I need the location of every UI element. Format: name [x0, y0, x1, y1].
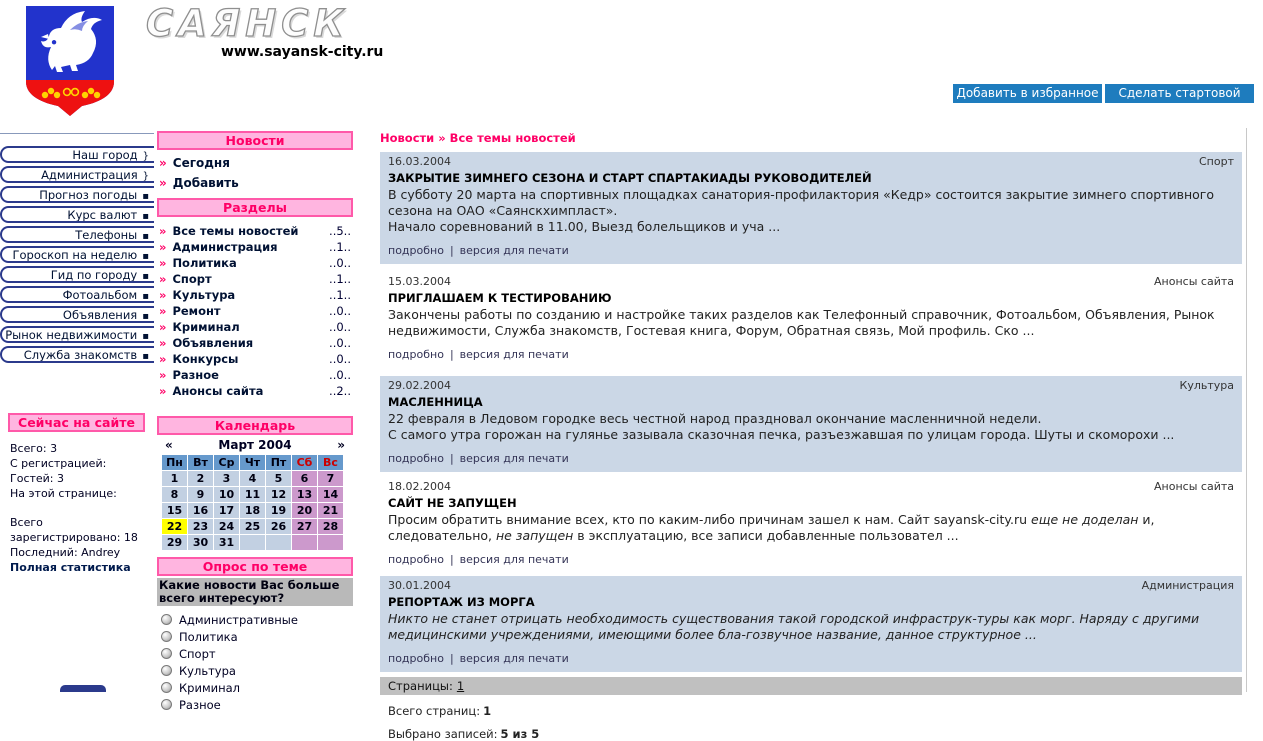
radio-icon[interactable]: [161, 682, 172, 693]
calendar-day[interactable]: 25: [240, 519, 265, 534]
section-repair[interactable]: » Ремонт ..0..: [159, 304, 351, 318]
radio-icon[interactable]: [161, 614, 172, 625]
news-item: 18.02.2004 Анонсы сайта САЙТ НЕ ЗАПУЩЕН Просим обратить внимание всех, кто по каким-либо причинам зашел к нам. Сайт sayansk-city.ru еще не доделан и, следовательно, не запущен в эксплуатацию, все записи добавленные пользовател ... подробно | версия для печати: [388, 480, 1234, 566]
calendar-grid: [161, 454, 344, 551]
news-body: Начало соревнований в 11.00, Выезд болельщиков и уча ...: [388, 219, 781, 234]
detail-link[interactable]: подробно: [388, 348, 444, 361]
bullet-icon: ▪: [142, 211, 149, 222]
news-date: 15.03.2004: [388, 275, 451, 288]
news-title[interactable]: МАСЛЕННИЦА: [388, 395, 483, 409]
news-title[interactable]: ПРИГЛАШАЕМ К ТЕСТИРОВАНИЮ: [388, 291, 612, 305]
poll-question: Какие новости Вас больше всего интересуют?: [157, 578, 353, 606]
section-all-topics[interactable]: » Все темы новостей ..5..: [159, 224, 351, 238]
stat-registered: С регистрацией:: [10, 457, 107, 470]
section-count: ..0..: [329, 368, 351, 382]
calendar-day[interactable]: 13: [292, 487, 317, 502]
layout-right-border: [1246, 128, 1247, 692]
poll-header: Опрос по теме: [157, 557, 353, 576]
calendar-header: Календарь: [157, 416, 353, 435]
calendar-day[interactable]: 24: [214, 519, 239, 534]
total-pages-value: 1: [483, 704, 492, 718]
news-menu-today[interactable]: » Сегодня: [159, 156, 230, 170]
sections-header: Разделы: [157, 198, 353, 217]
sidebar-item-weather[interactable]: Прогноз погоды ▪: [0, 186, 154, 203]
sidebar-item-ads[interactable]: Объявления ▪: [0, 306, 154, 323]
calendar-day[interactable]: 7: [318, 471, 343, 486]
calendar-day[interactable]: 17: [214, 503, 239, 518]
arrow-icon: »: [159, 256, 167, 270]
sidebar-item-administration[interactable]: Администрация }: [0, 166, 154, 183]
sidebar-item-phones[interactable]: Телефоны ▪: [0, 226, 154, 243]
news-body: Просим обратить внимание всех, кто по каким-либо причинам зашел к нам. Сайт sayansk-city.ru еще не доделан и, следовательно, не запущен в эксплуатацию, все записи добавленные пользовател ...: [388, 512, 1155, 543]
detail-link[interactable]: подробно: [388, 652, 444, 665]
section-administration[interactable]: » Администрация ..1..: [159, 240, 351, 254]
news-body: 22 февраля в Ледовом городке весь честной народ праздновал окончание масленничной недели.: [388, 411, 1042, 426]
section-misc[interactable]: » Разное ..0..: [159, 368, 351, 382]
bullet-icon: ▪: [142, 311, 149, 322]
section-site-announcements[interactable]: » Анонсы сайта ..2..: [159, 384, 351, 398]
submenu-brace-icon: }: [142, 151, 149, 162]
sidebar-item-photoalbum[interactable]: Фотоальбом ▪: [0, 286, 154, 303]
now-on-site-stats: [10, 441, 152, 575]
news-title[interactable]: ЗАКРЫТИЕ ЗИМНЕГО СЕЗОНА И СТАРТ СПАРТАКИАДЫ РУКОВОДИТЕЛЕЙ: [388, 171, 872, 185]
arrow-icon: »: [159, 240, 167, 254]
arrow-icon: »: [159, 176, 167, 190]
section-crime[interactable]: » Криминал ..0..: [159, 320, 351, 334]
stat-total: Всего: 3: [10, 442, 58, 455]
sidebar-item-real-estate[interactable]: Рынок недвижимости ▪: [0, 326, 154, 343]
bullet-icon: ▪: [142, 271, 149, 282]
stat-total-registered: Всего зарегистрировано: 18: [10, 516, 138, 544]
poll-option-misc[interactable]: Разное: [161, 696, 353, 713]
weekday-label: Пт: [266, 455, 291, 470]
calendar-day[interactable]: 4: [240, 471, 265, 486]
calendar-day[interactable]: 8: [162, 487, 187, 502]
calendar-day[interactable]: 11: [240, 487, 265, 502]
sidebar-item-currency[interactable]: Курс валют ▪: [0, 206, 154, 223]
news-category: Администрация: [1141, 579, 1234, 592]
news-date: 18.02.2004: [388, 480, 451, 493]
section-count: ..0..: [329, 336, 351, 350]
news-item: 30.01.2004 Администрация РЕПОРТАЖ ИЗ МОРГА Никто не станет отрицать необходимость существования такой городской инфраструк-туры как морг. Наряду с другими медицинскими учреждениями, имеющими более бла-гозвучное название, данное структурное ... подробно | версия для печати: [380, 576, 1242, 672]
weekday-label-sun: Вс: [318, 455, 343, 470]
site-title: САЯНСК: [146, 2, 349, 45]
arrow-icon: »: [159, 320, 167, 334]
news-category: Культура: [1179, 379, 1234, 392]
poll-option-crime[interactable]: Криминал: [161, 679, 353, 696]
calendar-day[interactable]: 29: [162, 535, 187, 550]
news-feed: [380, 131, 1242, 741]
news-box-header: Новости: [157, 131, 353, 150]
calendar-day[interactable]: 1: [162, 471, 187, 486]
news-date: 30.01.2004: [388, 579, 451, 592]
now-on-site-header: Сейчас на сайте: [8, 413, 145, 432]
sidebar-item-city-guide[interactable]: Гид по городу ▪: [0, 266, 154, 283]
arrow-icon: »: [159, 288, 167, 302]
detail-link[interactable]: подробно: [388, 452, 444, 465]
news-body: В субботу 20 марта на спортивных площадках санатория-профилактория «Кедр» состоится закрытие зимнего спортивного сезона на ОАО «Саянскхимпласт».: [388, 187, 1214, 218]
section-politics[interactable]: » Политика ..0..: [159, 256, 351, 270]
calendar-day[interactable]: 18: [240, 503, 265, 518]
news-body: Никто не станет отрицать необходимость существования такой городской инфраструк-туры как морг. Наряду с другими медицинскими учреждениями, имеющими более бла-гозвучное название, данное структурное ...: [388, 611, 1200, 642]
arrow-icon: »: [159, 156, 167, 170]
arrow-icon: »: [159, 304, 167, 318]
detail-link[interactable]: подробно: [388, 244, 444, 257]
arrow-icon: »: [159, 384, 167, 398]
calendar-day[interactable]: 15: [162, 503, 187, 518]
bullet-icon: ▪: [142, 351, 149, 362]
stat-on-this-page: На этой странице:: [10, 487, 117, 500]
news-item: 29.02.2004 Культура МАСЛЕННИЦА 22 февраля в Ледовом городке весь честной народ праздновал окончание масленничной недели. С самого утра горожан на гулянье зазывала сказочная печка, разъезжавшая по улицам города. Шуты и скоморохи ... подробно | версия для печати: [380, 376, 1242, 472]
calendar-day[interactable]: 6: [292, 471, 317, 486]
poll-option-politics[interactable]: Политика: [161, 628, 353, 645]
radio-icon[interactable]: [161, 665, 172, 676]
section-count: ..0..: [329, 304, 351, 318]
news-title[interactable]: РЕПОРТАЖ ИЗ МОРГА: [388, 595, 535, 609]
news-item: 16.03.2004 Спорт ЗАКРЫТИЕ ЗИМНЕГО СЕЗОНА И СТАРТ СПАРТАКИАДЫ РУКОВОДИТЕЛЕЙ В субботу 20 марта на спортивных площадках санатория-профилактория «Кедр» состоится закрытие зимнего спортивного сезона на ОАО «Саянскхимпласт». Начало соревнований в 11.00, Выезд болельщиков и уча ... подробно | версия для печати: [380, 152, 1242, 264]
news-category: Анонсы сайта: [1154, 480, 1234, 493]
section-count: ..0..: [329, 320, 351, 334]
calendar-day[interactable]: 30: [188, 535, 213, 550]
divider: [0, 133, 154, 134]
calendar-day-today[interactable]: 22: [162, 519, 187, 534]
bullet-icon: ▪: [142, 251, 149, 262]
weekday-label-sat: Сб: [292, 455, 317, 470]
partial-element-bottom: [60, 685, 106, 692]
section-count: ..1..: [329, 288, 351, 302]
news-date: 29.02.2004: [388, 379, 451, 392]
calendar-day[interactable]: 14: [318, 487, 343, 502]
print-version-link[interactable]: версия для печати: [459, 244, 569, 257]
calendar-day[interactable]: 31: [214, 535, 239, 550]
make-startpage-button[interactable]: Сделать стартовой: [1105, 84, 1254, 103]
selected-records-line: Выбрано записей: 5 из 5: [388, 727, 540, 741]
section-count: ..1..: [329, 240, 351, 254]
stat-guests: Гостей: 3: [10, 472, 65, 485]
arrow-icon: »: [159, 272, 167, 286]
news-menu-add[interactable]: » Добавить: [159, 176, 239, 190]
news-body: Закончены работы по созданию и настройке таких разделов как Телефонный справочник, Фотоальбом, Объявления, Рынок недвижимости, Служба знакомств, Гостевая книга, Форум, Обратная связь, Мой профиль. Ско ...: [388, 307, 1215, 338]
arrow-icon: »: [159, 224, 167, 238]
print-version-link[interactable]: версия для печати: [459, 348, 569, 361]
calendar-day[interactable]: 9: [188, 487, 213, 502]
poll-option-culture[interactable]: Культура: [161, 662, 353, 679]
sidebar-item-dating[interactable]: Служба знакомств ▪: [0, 346, 154, 363]
next-month-icon[interactable]: »: [337, 438, 345, 452]
prev-month-icon[interactable]: «: [165, 438, 173, 452]
city-coat-of-arms-logo[interactable]: [24, 4, 116, 118]
sidebar-item-our-city[interactable]: Наш город }: [0, 146, 154, 163]
print-version-link[interactable]: версия для печати: [459, 553, 569, 566]
sections-list: [157, 217, 353, 400]
calendar-day-empty: [292, 535, 317, 550]
submenu-brace-icon: }: [142, 171, 149, 182]
weekday-label: Чт: [240, 455, 265, 470]
left-sidebar-nav: [0, 146, 154, 366]
selected-records-value: 5 из 5: [500, 727, 540, 741]
calendar-day-empty: [240, 535, 265, 550]
arrow-icon: »: [159, 352, 167, 366]
full-statistics-link[interactable]: Полная статистика: [10, 561, 131, 574]
add-to-favorites-button[interactable]: Добавить в избранное: [953, 84, 1102, 103]
section-culture[interactable]: » Культура ..1..: [159, 288, 351, 302]
breadcrumb[interactable]: Новости » Все темы новостей: [380, 131, 576, 145]
poll-option-sport[interactable]: Спорт: [161, 645, 353, 662]
arrow-icon: »: [159, 368, 167, 382]
section-count: ..0..: [329, 256, 351, 270]
radio-icon[interactable]: [161, 648, 172, 659]
poll-option-administrative[interactable]: Административные: [161, 611, 353, 628]
section-count: ..2..: [329, 384, 351, 398]
calendar-day[interactable]: 26: [266, 519, 291, 534]
calendar-day[interactable]: 28: [318, 519, 343, 534]
middle-column: [157, 131, 353, 713]
news-category: Анонсы сайта: [1154, 275, 1234, 288]
section-count: ..5..: [329, 224, 351, 238]
calendar-day[interactable]: 10: [214, 487, 239, 502]
calendar-day[interactable]: 23: [188, 519, 213, 534]
news-body: С самого утра горожан на гулянье зазывала сказочная печка, разъезжавшая по улицам города. Шуты и скоморохи ...: [388, 427, 1175, 442]
section-count: ..0..: [329, 352, 351, 366]
calendar-day[interactable]: 27: [292, 519, 317, 534]
sidebar-item-horoscope[interactable]: Гороскоп на неделю ▪: [0, 246, 154, 263]
pagination-bar: [380, 677, 1242, 695]
section-contests[interactable]: » Конкурсы ..0..: [159, 352, 351, 366]
print-version-link[interactable]: версия для печати: [459, 452, 569, 465]
poll-options: [157, 611, 353, 713]
calendar-month-label: Март 2004: [218, 438, 292, 452]
site-url: www.sayansk-city.ru: [221, 44, 384, 60]
news-item: 15.03.2004 Анонсы сайта ПРИГЛАШАЕМ К ТЕСТИРОВАНИЮ Закончены работы по созданию и настройке таких разделов как Телефонный справочник, Фотоальбом, Объявления, Рынок недвижимости, Служба знакомств, Гостевая книга, Форум, Обратная связь, Мой профиль. Ско ... подробно | версия для печати: [388, 275, 1234, 361]
section-count: ..1..: [329, 272, 351, 286]
total-pages-line: Всего страниц: 1: [388, 704, 492, 718]
calendar-day[interactable]: 5: [266, 471, 291, 486]
news-date: 16.03.2004: [388, 155, 451, 168]
calendar-day[interactable]: 20: [292, 503, 317, 518]
calendar-day[interactable]: 19: [266, 503, 291, 518]
bullet-icon: ▪: [142, 231, 149, 242]
print-version-link[interactable]: версия для печати: [459, 652, 569, 665]
calendar-month-nav: [157, 438, 353, 454]
calendar-day[interactable]: 21: [318, 503, 343, 518]
news-title[interactable]: САЙТ НЕ ЗАПУЩЕН: [388, 496, 517, 510]
calendar-day-empty: [266, 535, 291, 550]
radio-icon[interactable]: [161, 699, 172, 710]
calendar-day[interactable]: 12: [266, 487, 291, 502]
bullet-icon: ▪: [142, 191, 149, 202]
calendar-day-empty: [318, 535, 343, 550]
calendar-day[interactable]: 16: [188, 503, 213, 518]
calendar-day[interactable]: 3: [214, 471, 239, 486]
weekday-label: Пн: [162, 455, 187, 470]
section-sport[interactable]: » Спорт ..1..: [159, 272, 351, 286]
stat-last-user: Последний: Andrey: [10, 546, 121, 559]
bullet-icon: ▪: [142, 331, 149, 342]
detail-link[interactable]: подробно: [388, 553, 444, 566]
section-ads[interactable]: » Объявления ..0..: [159, 336, 351, 350]
radio-icon[interactable]: [161, 631, 172, 642]
calendar-day[interactable]: 2: [188, 471, 213, 486]
arrow-icon: »: [159, 336, 167, 350]
weekday-label: Ср: [214, 455, 239, 470]
news-category: Спорт: [1199, 155, 1234, 168]
top-buttons: [953, 84, 1254, 103]
bullet-icon: ▪: [142, 291, 149, 302]
page-1-link[interactable]: 1: [456, 679, 465, 693]
pages-label: Страницы:: [388, 679, 453, 693]
weekday-label: Вт: [188, 455, 213, 470]
